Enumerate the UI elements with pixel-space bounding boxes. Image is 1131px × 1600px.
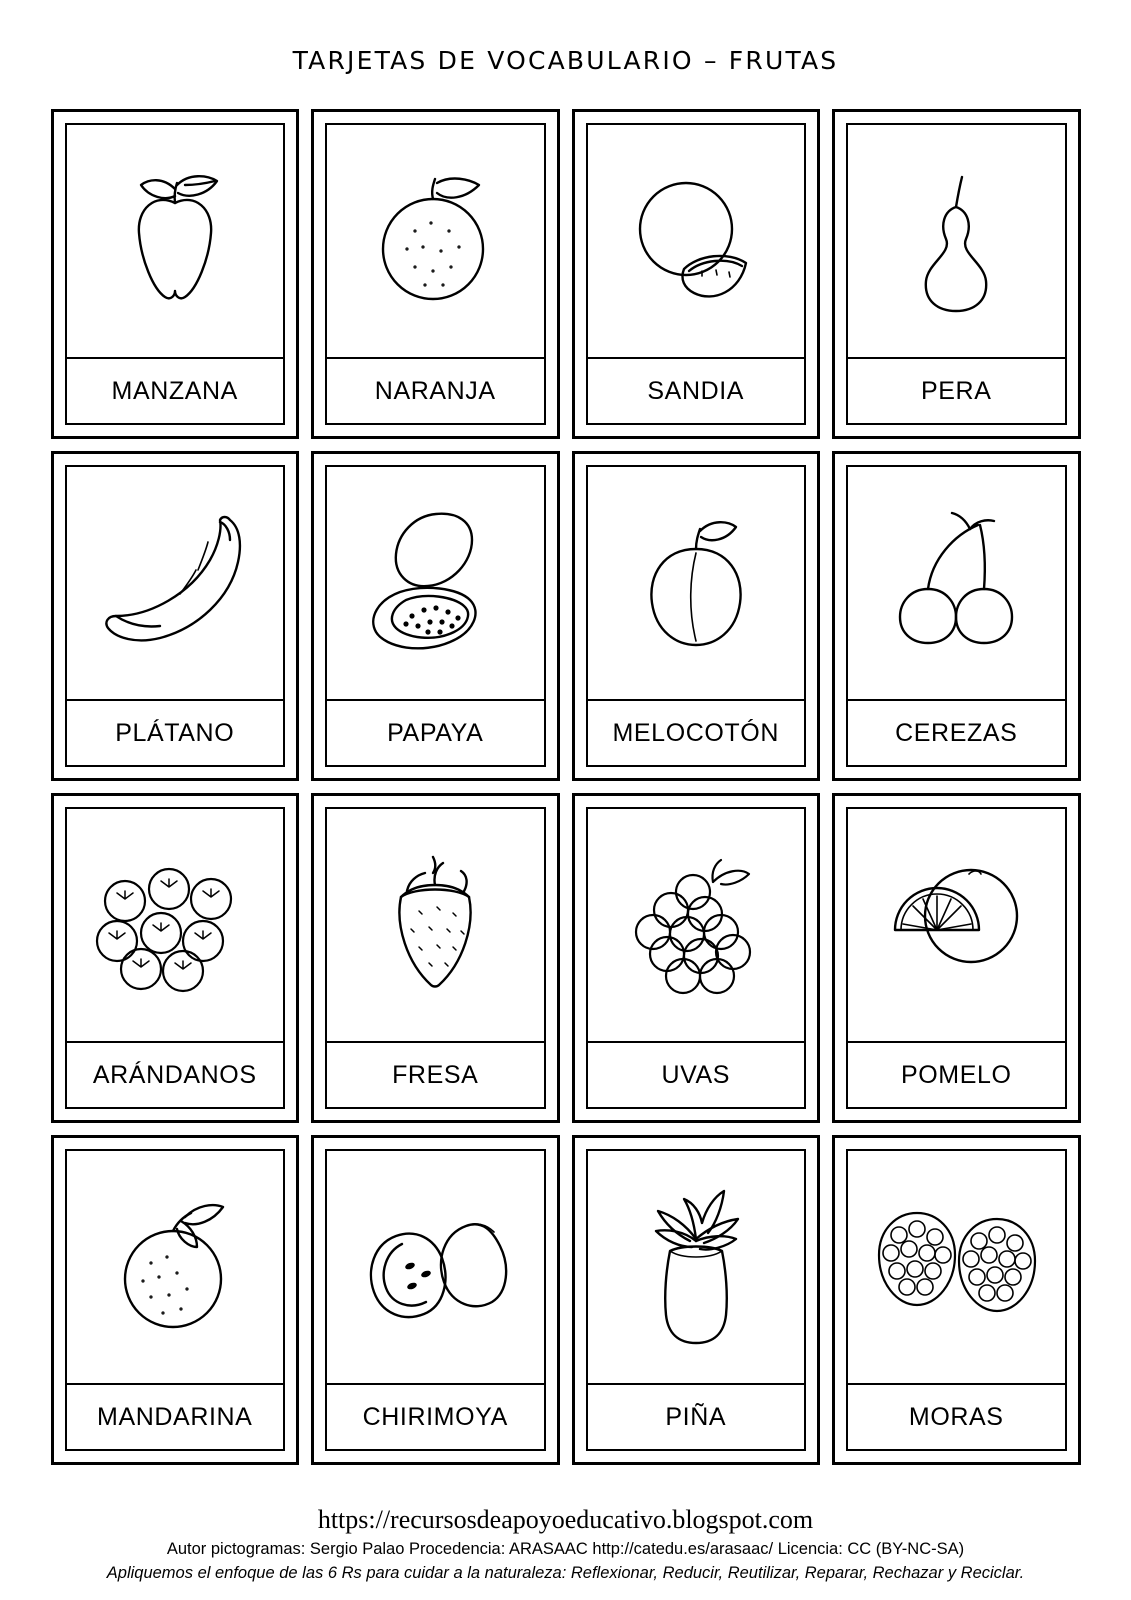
card-label: CHIRIMOYA (362, 1402, 508, 1431)
card-frame (846, 807, 1067, 1109)
pear-icon (848, 125, 1065, 359)
page-title: TARJETAS DE VOCABULARIO – FRUTAS (292, 46, 839, 75)
card-label: PAPAYA (387, 718, 484, 747)
vocabulary-card[interactable] (51, 451, 300, 781)
card-frame (846, 1149, 1067, 1451)
grapefruit-icon (848, 809, 1065, 1043)
vocabulary-card[interactable] (51, 1135, 300, 1465)
card-frame (325, 1149, 546, 1451)
vocabulary-card[interactable] (51, 109, 300, 439)
vocabulary-card[interactable] (572, 1135, 821, 1465)
vocabulary-card[interactable] (572, 451, 821, 781)
card-frame (325, 465, 546, 767)
strawberry-icon (327, 809, 544, 1043)
vocabulary-card[interactable] (572, 109, 821, 439)
card-frame (325, 807, 546, 1109)
card-frame (65, 1149, 286, 1451)
blueberries-icon (67, 809, 284, 1043)
card-label: MORAS (908, 1402, 1004, 1431)
grapes-icon (588, 809, 805, 1043)
card-label: NARANJA (374, 376, 496, 405)
vocabulary-card[interactable] (311, 451, 560, 781)
vocabulary-card[interactable] (311, 109, 560, 439)
card-label: FRESA (392, 1060, 479, 1089)
page-footer (0, 1504, 1131, 1586)
tangerine-icon (67, 1151, 284, 1385)
card-frame (586, 807, 807, 1109)
vocabulary-card[interactable] (572, 793, 821, 1123)
card-frame (65, 807, 286, 1109)
card-label: POMELO (900, 1060, 1012, 1089)
vocabulary-card[interactable] (51, 793, 300, 1123)
card-label: PIÑA (665, 1402, 727, 1431)
card-label: MANZANA (111, 376, 238, 405)
card-label: PERA (921, 376, 992, 405)
card-label: CEREZAS (895, 718, 1018, 747)
papaya-icon (327, 467, 544, 701)
card-frame (586, 465, 807, 767)
card-frame (846, 465, 1067, 767)
vocabulary-card[interactable] (832, 793, 1081, 1123)
card-frame (65, 465, 286, 767)
card-frame (586, 1149, 807, 1451)
card-label: UVAS (661, 1060, 731, 1089)
cherries-icon (848, 467, 1065, 701)
vocabulary-card[interactable] (832, 451, 1081, 781)
apple-icon (67, 125, 284, 359)
watermelon-icon (588, 125, 805, 359)
vocabulary-card[interactable] (832, 109, 1081, 439)
card-label: MANDARINA (97, 1402, 253, 1431)
vocabulary-card[interactable] (832, 1135, 1081, 1465)
card-frame (325, 123, 546, 425)
peach-icon (588, 467, 805, 701)
card-frame (846, 123, 1067, 425)
footer-url[interactable]: https://recursosdeapoyoeducativo.blogspot.com (317, 1505, 814, 1534)
card-frame (65, 123, 286, 425)
footer-credit: Autor pictogramas: Sergio Palao Procedencia: ARASAAC http://catedu.es/arasaac/ Licencia: CC (BY-NC-SA) (166, 1539, 965, 1558)
card-label: ARÁNDANOS (92, 1060, 257, 1089)
vocabulary-card-grid (51, 109, 1081, 1465)
card-frame (586, 123, 807, 425)
cherimoya-icon (327, 1151, 544, 1385)
card-label: PLÁTANO (115, 718, 235, 747)
orange-icon (327, 125, 544, 359)
blackberries-icon (848, 1151, 1065, 1385)
banana-icon (67, 467, 284, 701)
card-label: SANDIA (647, 376, 745, 405)
vocabulary-card[interactable] (311, 1135, 560, 1465)
footer-note: Apliquemos el enfoque de las 6 Rs para cuidar a la naturaleza: Reflexionar, Reducir, Reutilizar, Reparar, Rechazar y Reciclar. (106, 1564, 1025, 1583)
card-label: MELOCOTÓN (612, 718, 780, 747)
vocabulary-card[interactable] (311, 793, 560, 1123)
pineapple-icon (588, 1151, 805, 1385)
